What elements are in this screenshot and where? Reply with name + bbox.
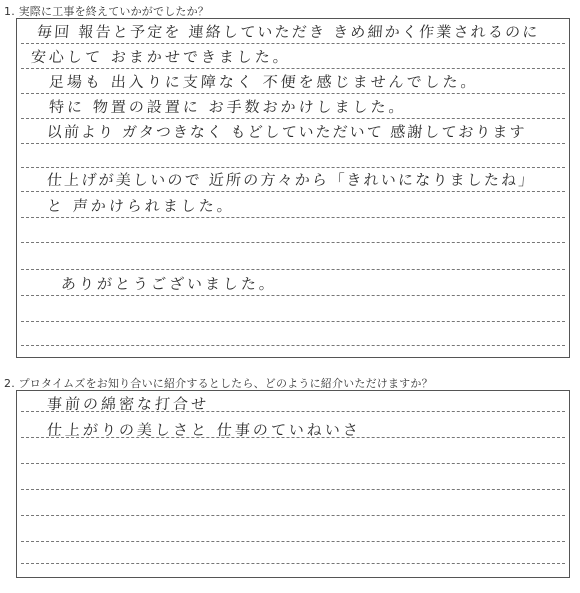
question-2-label: 2. プロタイムズをお知り合いに紹介するとしたら、どのように紹介いただけますか？	[4, 377, 433, 390]
ruled-line	[21, 217, 565, 218]
ruled-line	[21, 489, 565, 490]
handwritten-answer-line: 毎回 報告と予定を 連絡していただき きめ細かく作業されるのに	[36, 23, 541, 41]
ruled-line	[21, 463, 565, 464]
ruled-line	[21, 541, 565, 542]
ruled-line	[21, 143, 565, 144]
handwritten-answer-line: 安心して おまかせできました。	[30, 48, 292, 66]
ruled-line	[21, 345, 565, 346]
answer-box-1	[16, 18, 570, 358]
handwritten-answer-line: 事前の綿密な打合せ	[46, 395, 210, 413]
handwritten-answer-line: ありがとうございました。	[60, 275, 278, 293]
ruled-line	[21, 191, 565, 192]
answer-box-2	[16, 390, 570, 578]
ruled-line	[21, 515, 565, 516]
ruled-line	[21, 68, 565, 69]
ruled-line	[21, 93, 565, 94]
handwritten-answer-line: 仕上がりの美しさと 仕事のていねいさ	[46, 421, 362, 439]
ruled-line	[21, 295, 565, 296]
handwritten-answer-line: 仕上げが美しいので 近所の方々から「きれいになりましたね」	[46, 171, 537, 189]
handwritten-answer-line: と 声かけられました。	[46, 197, 236, 215]
handwritten-answer-line: 特に 物置の設置に お手数おかけしました。	[48, 98, 408, 116]
ruled-line	[21, 321, 565, 322]
handwritten-answer-line: 以前より ガタつきなく もどしていただいて 感謝しております	[46, 123, 527, 141]
ruled-line	[21, 242, 565, 243]
question-1-label: 1. 実際に工事を終えていかがでしたか？	[4, 5, 209, 18]
ruled-line	[21, 563, 565, 564]
handwritten-answer-line: 足場も 出入りに支障なく 不便を感じませんでした。	[48, 73, 480, 91]
ruled-line	[21, 167, 565, 168]
ruled-line	[21, 269, 565, 270]
ruled-line	[21, 43, 565, 44]
ruled-line	[21, 118, 565, 119]
